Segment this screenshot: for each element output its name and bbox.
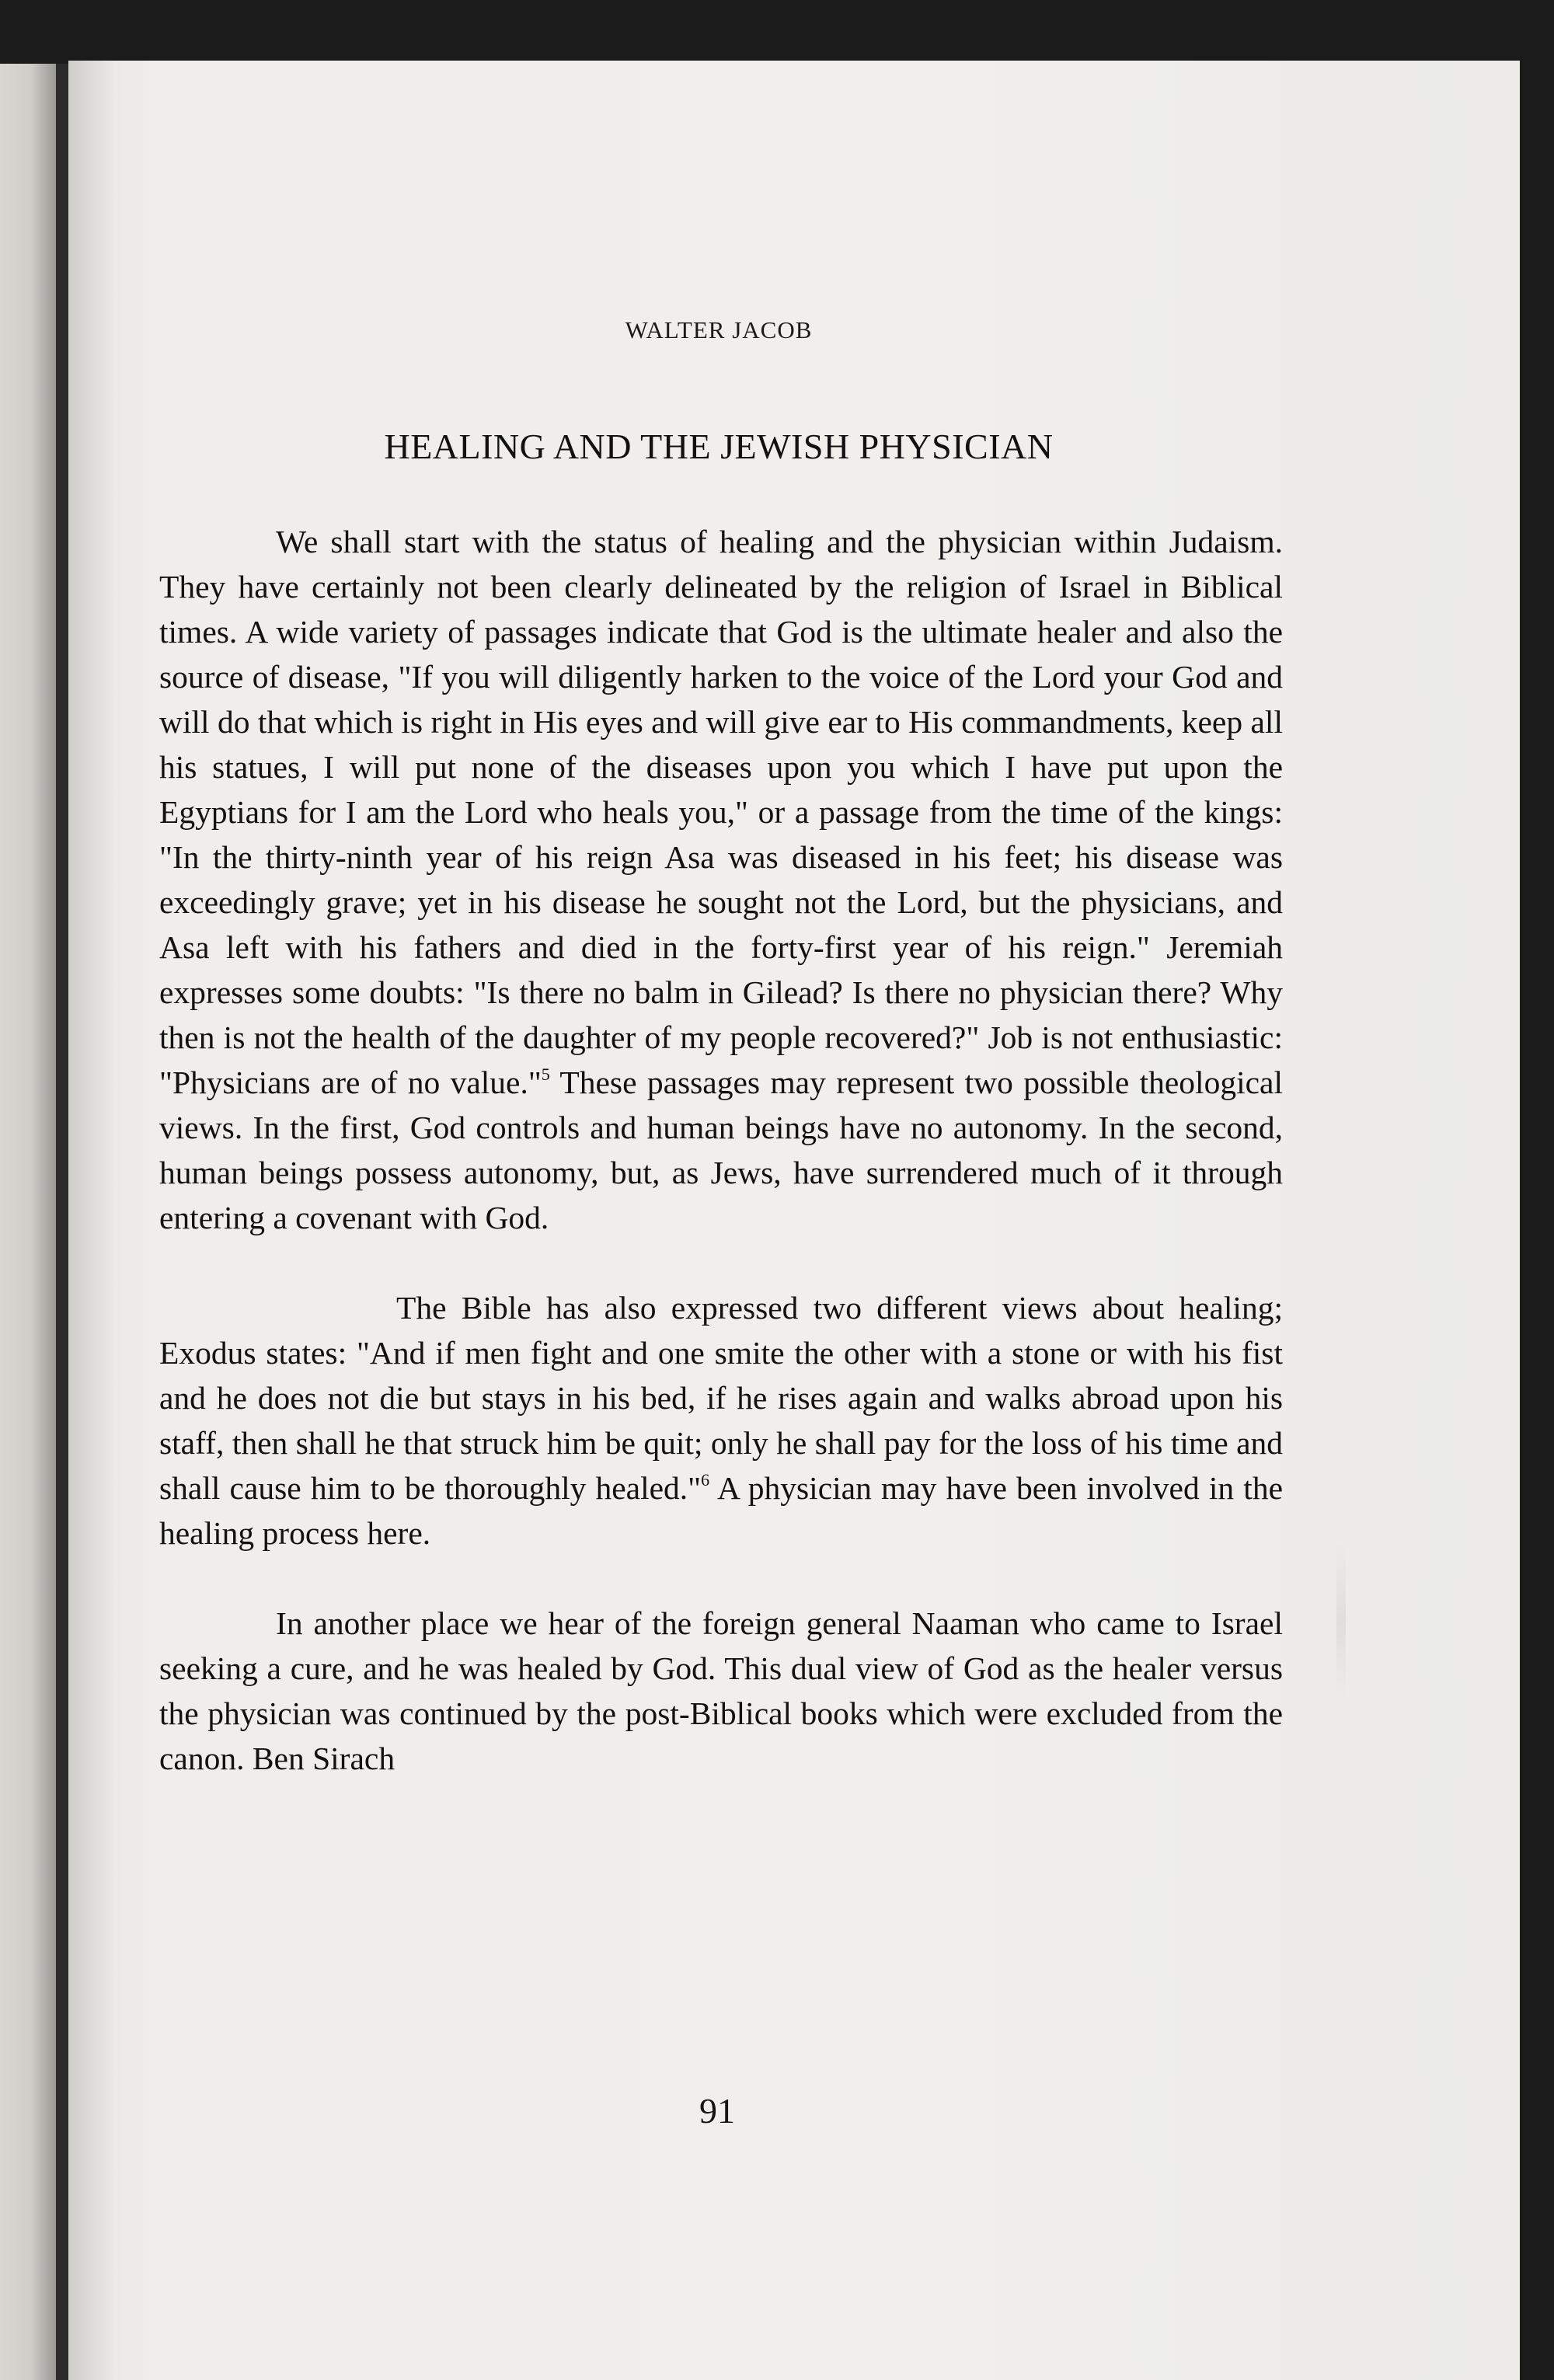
paragraph-1-text-b: These passages may represent two possible theological views. In the first, God controls and human beings have no autonomy. In the second, human beings possess autonomy, but, as Jews, have surrendered much of it through entering a covenant with God.: [159, 1065, 1283, 1235]
page-number-text: 91: [699, 2091, 735, 2131]
book-gutter: [56, 64, 68, 2380]
page-gutter-shadow: [68, 61, 115, 2380]
facing-page-edge: [0, 64, 56, 2380]
paragraph-3: In another place we hear of the foreign general Naaman who came to Israel seeking a cure, and he was healed by God. This dual view of God as the healer versus the physician was continued by the post-Biblical books which were excluded from the canon. Ben Sirach: [159, 1605, 1283, 1776]
chapter-title: HEALING AND THE JEWISH PHYSICIAN: [384, 427, 1054, 466]
running-head-text: WALTER JACOB: [625, 316, 813, 343]
scan-background: [1520, 61, 1554, 2380]
paragraph-2-text-a: The Bible has also expressed two different views about healing; Exodus states: "And if men fight and one smite the other with a stone or with his fist and he does not die but stays in his bed, if he rises again and walks abroad upon his staff, then shall he that struck him be quit; only he shall pay for the loss of his time and shall cause him to be thoroughly healed.": [159, 1290, 1283, 1506]
page-number: [0, 2090, 1554, 2131]
running-head: [0, 316, 1554, 344]
paragraph-1-text-a: We shall start with the status of healing and the physician within Judaism. They have certainly not been clearly delineated by the religion of Israel in Biblical times. A wide variety of passages indicate that God is the ultimate healer and also the source of disease, "If you will diligently harken to the voice of the Lord your God and will do that which is right in His eyes and will give ear to His commandments, keep all his statues, I will put none of the diseases upon you which I have put upon the Egyptians for I am the Lord who heals you," or a passage from the time of the kings: "In the thirty-ninth year of his reign Asa was diseased in his feet; his disease was exceedingly grave; yet in his disease he sought not the Lord, but the physicians, and Asa left with his fathers and died in the forty-first year of his reign." Jeremiah expresses some doubts: "Is there no balm in Gilead? Is there no physician there? Why then is not the health of the daughter of my people recovered?" Job is not enthusiastic: "Physicians are of no value.": [159, 524, 1283, 1100]
paragraph-2-text-b: A physician may have been involved in the healing process here.: [159, 1470, 1283, 1551]
page-crease: [1336, 1538, 1346, 1702]
footnote-marker-5: 5: [541, 1065, 550, 1084]
paragraph-2: [159, 1285, 1283, 1556]
body-text: [159, 519, 1283, 1826]
footnote-marker-6: 6: [701, 1470, 710, 1490]
paragraph-1: [159, 519, 1283, 1240]
